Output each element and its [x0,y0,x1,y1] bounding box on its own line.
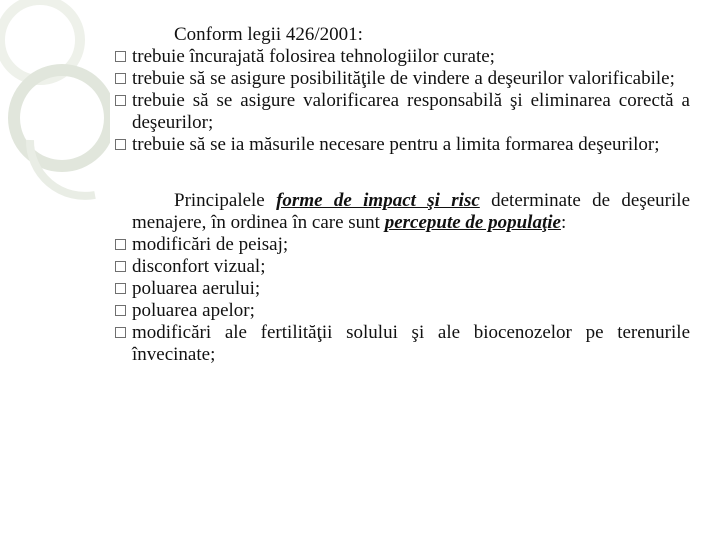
square-bullet-icon [115,261,126,272]
list-item [112,134,690,156]
square-bullet-icon [115,283,126,294]
list-item [112,300,690,322]
list-item-text: trebuie să se asigure valorificarea responsabilă şi eliminarea corectă a deşeurilor; [132,90,690,133]
list-item-text: trebuie încurajată folosirea tehnologiilor curate; [132,46,495,67]
list-item [112,256,690,278]
square-bullet-icon [115,327,126,338]
square-bullet-icon [115,305,126,316]
emphasis-perceived: percepute de populaţie [384,212,561,233]
emphasis-impact: forme de impact şi risc [276,190,480,211]
intro-text: determinate de deşeurile menajere, în ordinea în care sunt [132,190,690,233]
list-item-text: trebuie să se ia măsurile necesare pentru a limita formarea deşeurilor; [132,134,660,155]
intro-text: : [560,212,567,233]
list-item [112,234,690,256]
list-item-text: disconfort vizual; [132,256,266,277]
list-item [112,46,690,68]
square-bullet-icon [115,239,126,250]
list-item [112,90,690,134]
section1-intro: Conform legii 426/2001: [174,24,363,45]
section-gap [112,156,690,190]
list-item-text: modificări de peisaj; [132,234,289,255]
section2-list [112,234,690,366]
square-bullet-icon [115,139,126,150]
slide-content [112,24,690,366]
section2-intro [112,190,690,234]
decorative-circles-icon [0,0,110,220]
list-item-text: modificări ale fertilităţii solului şi ale biocenozelor pe terenurile învecinate; [132,322,690,365]
list-item-text: poluarea aerului; [132,278,261,299]
list-item-text: trebuie să se asigure posibilităţile de vindere a deşeurilor valorificabile; [132,68,675,89]
list-item [112,322,690,366]
section1-list [112,46,690,156]
square-bullet-icon [115,73,126,84]
list-item [112,278,690,300]
list-item [112,68,690,90]
square-bullet-icon [115,51,126,62]
intro-text: Principalele [174,190,277,211]
list-item-text: poluarea apelor; [132,300,255,321]
square-bullet-icon [115,95,126,106]
